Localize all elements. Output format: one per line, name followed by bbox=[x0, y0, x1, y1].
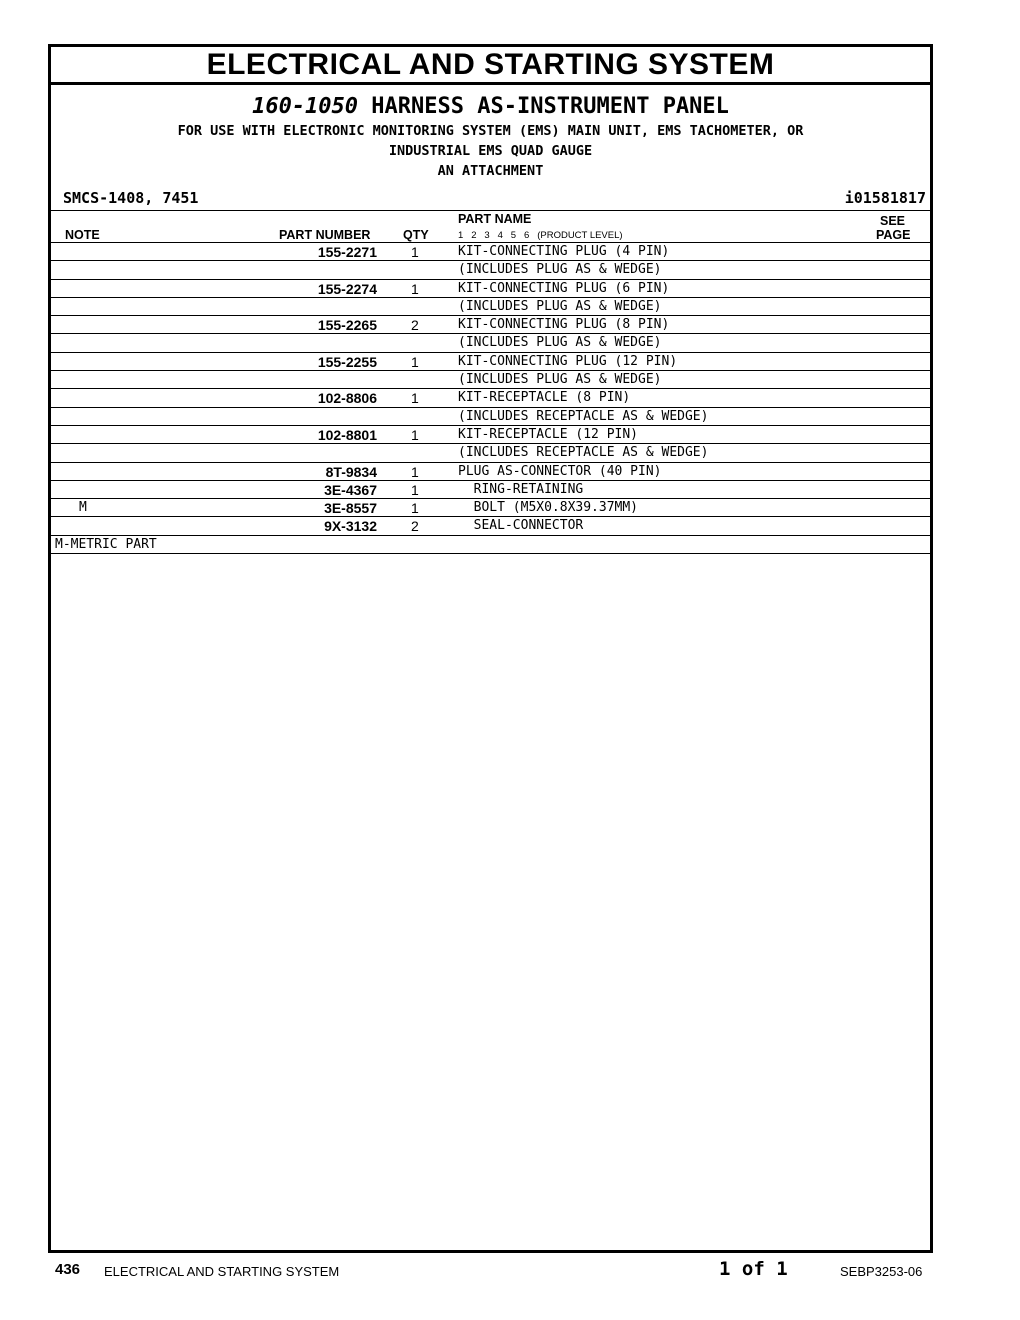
table-row bbox=[51, 298, 930, 316]
page-frame bbox=[48, 44, 933, 1253]
row-part-name: KIT-RECEPTACLE (12 PIN) bbox=[458, 426, 639, 442]
row-part-number: 9X-3132 bbox=[324, 518, 377, 535]
row-part-name: KIT-CONNECTING PLUG (12 PIN) bbox=[458, 353, 678, 369]
row-part-name: KIT-CONNECTING PLUG (4 PIN) bbox=[458, 244, 670, 259]
page-of: 1 of 1 bbox=[719, 1258, 788, 1280]
footnote-row bbox=[51, 536, 930, 554]
part-title bbox=[51, 93, 930, 121]
part-header bbox=[51, 85, 930, 181]
header-product-level: 1 2 3 4 5 6 (PRODUCT LEVEL) bbox=[458, 230, 623, 241]
row-qty: 2 bbox=[411, 518, 419, 535]
table-row bbox=[51, 243, 930, 261]
table-row bbox=[51, 353, 930, 371]
row-part-number: 102-8801 bbox=[317, 426, 377, 443]
table-row bbox=[51, 371, 930, 389]
header-qty: QTY bbox=[403, 228, 429, 242]
table-row bbox=[51, 334, 930, 352]
header-part-number: PART NUMBER bbox=[279, 228, 371, 242]
row-part-number: 155-2274 bbox=[317, 280, 377, 297]
row-qty: 1 bbox=[411, 280, 419, 297]
illustration-id: i01581817 bbox=[844, 189, 926, 207]
footer-section: ELECTRICAL AND STARTING SYSTEM bbox=[104, 1264, 340, 1279]
row-part-name: KIT-CONNECTING PLUG (8 PIN) bbox=[458, 317, 670, 333]
row-part-name: (INCLUDES RECEPTACLE AS & WEDGE) bbox=[458, 408, 709, 424]
header-part-name: PART NAME bbox=[458, 212, 532, 226]
parts-table bbox=[51, 243, 930, 554]
footnote: M-METRIC PART bbox=[55, 536, 157, 552]
table-row bbox=[51, 280, 930, 298]
row-qty: 1 bbox=[411, 463, 419, 480]
page-number: 436 bbox=[55, 1261, 81, 1278]
doc-id: SEBP3253-06 bbox=[840, 1264, 923, 1279]
table-row bbox=[51, 408, 930, 426]
row-part-name: KIT-RECEPTACLE (8 PIN) bbox=[458, 390, 631, 406]
row-part-name: (INCLUDES PLUG AS & WEDGE) bbox=[458, 372, 662, 388]
row-qty: 1 bbox=[411, 500, 419, 517]
table-row bbox=[51, 316, 930, 334]
row-part-name: SEAL-CONNECTOR bbox=[458, 518, 584, 534]
row-qty: 1 bbox=[411, 353, 419, 370]
header-see: SEE bbox=[880, 214, 906, 228]
row-part-number: 3E-8557 bbox=[324, 500, 377, 517]
table-row bbox=[51, 261, 930, 279]
part-description-line-2: INDUSTRIAL EMS QUAD GAUGE bbox=[388, 143, 593, 159]
section-title: ELECTRICAL AND STARTING SYSTEM bbox=[51, 47, 930, 85]
row-qty: 1 bbox=[411, 481, 419, 498]
row-part-number: 8T-9834 bbox=[325, 463, 377, 480]
table-header bbox=[51, 210, 930, 243]
table-row bbox=[51, 517, 930, 535]
part-number-title: 160-1050 bbox=[252, 94, 359, 119]
page-footer bbox=[0, 1258, 1020, 1282]
row-part-name: (INCLUDES RECEPTACLE AS & WEDGE) bbox=[458, 445, 709, 461]
row-part-number: 3E-4367 bbox=[324, 481, 377, 498]
table-row bbox=[51, 389, 930, 407]
row-part-number: 155-2271 bbox=[317, 244, 377, 260]
part-name-title: HARNESS AS-INSTRUMENT PANEL bbox=[371, 94, 729, 119]
row-part-name: (INCLUDES PLUG AS & WEDGE) bbox=[458, 335, 662, 351]
table-row bbox=[51, 481, 930, 499]
row-part-number: 155-2255 bbox=[317, 353, 377, 370]
smcs-row bbox=[51, 186, 930, 210]
row-part-number: 155-2265 bbox=[317, 317, 377, 334]
header-note: NOTE bbox=[65, 228, 100, 242]
row-part-name: KIT-CONNECTING PLUG (6 PIN) bbox=[458, 280, 670, 296]
smcs-code: SMCS-1408, 7451 bbox=[63, 189, 199, 207]
part-description-line-1: FOR USE WITH ELECTRONIC MONITORING SYSTEM (EMS) MAIN UNIT, EMS TACHOMETER, OR bbox=[177, 123, 804, 139]
row-part-number: 102-8806 bbox=[317, 390, 377, 407]
table-row bbox=[51, 444, 930, 462]
table-row bbox=[51, 426, 930, 444]
row-qty: 2 bbox=[411, 317, 419, 334]
row-part-name: (INCLUDES PLUG AS & WEDGE) bbox=[458, 298, 662, 314]
row-qty: 1 bbox=[411, 426, 419, 443]
part-description-line-3: AN ATTACHMENT bbox=[437, 163, 544, 179]
row-part-name: BOLT (M5X0.8X39.37MM) bbox=[458, 500, 639, 516]
row-part-name: (INCLUDES PLUG AS & WEDGE) bbox=[458, 262, 662, 278]
row-part-name: RING-RETAINING bbox=[458, 481, 584, 497]
row-note: M bbox=[79, 500, 87, 516]
table-row bbox=[51, 499, 930, 517]
table-row bbox=[51, 463, 930, 481]
row-part-name: PLUG AS-CONNECTOR (40 PIN) bbox=[458, 463, 662, 479]
header-page: PAGE bbox=[876, 228, 911, 242]
row-qty: 1 bbox=[411, 244, 419, 260]
row-qty: 1 bbox=[411, 390, 419, 407]
